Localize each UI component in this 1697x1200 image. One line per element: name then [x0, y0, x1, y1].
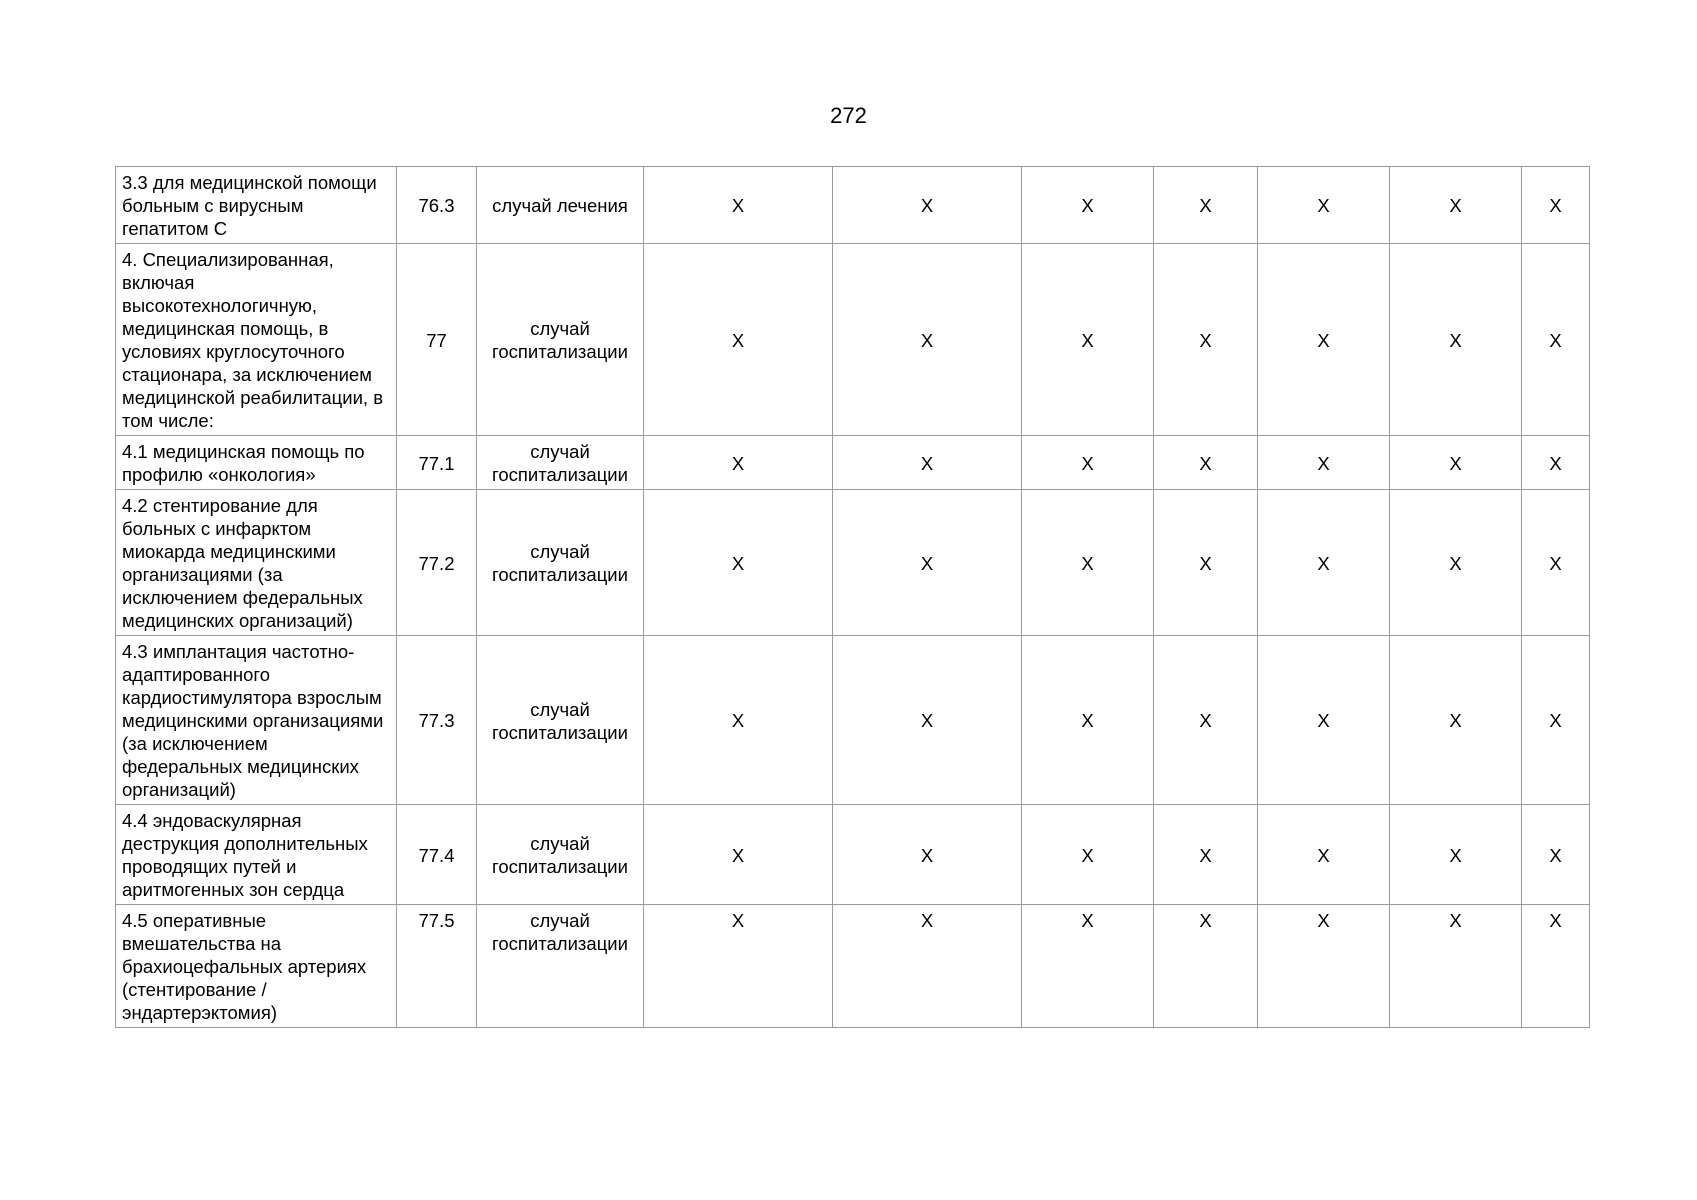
row-unit-cell: случай госпитализации — [477, 905, 644, 1028]
value-cell: X — [644, 244, 833, 436]
table-body — [116, 167, 1590, 1028]
table-row — [116, 490, 1590, 636]
value-cell: X — [1258, 244, 1390, 436]
value-cell: X — [1154, 905, 1258, 1028]
row-unit-cell: случай лечения — [477, 167, 644, 244]
row-name-cell: 4.1 медицинская помощь по профилю «онкология» — [116, 436, 397, 490]
value-cell: X — [1022, 490, 1154, 636]
value-cell: X — [1522, 490, 1590, 636]
value-cell: X — [644, 905, 833, 1028]
row-name-cell: 4.4 эндоваскулярная деструкция дополнительных проводящих путей и аритмогенных зон сердца — [116, 805, 397, 905]
value-cell: X — [644, 636, 833, 805]
row-unit-cell: случай госпитализации — [477, 636, 644, 805]
value-cell: X — [1022, 436, 1154, 490]
data-table — [115, 166, 1590, 1028]
value-cell: X — [833, 636, 1022, 805]
value-cell: X — [1022, 805, 1154, 905]
row-name-cell: 4.2 стентирование для больных с инфарктом миокарда медицинскими организациями (за исключением федеральных медицинских организаций) — [116, 490, 397, 636]
row-code-cell: 77 — [397, 244, 477, 436]
value-cell: X — [1154, 636, 1258, 805]
value-cell: X — [1022, 636, 1154, 805]
value-cell: X — [644, 490, 833, 636]
row-code-cell: 76.3 — [397, 167, 477, 244]
value-cell: X — [1390, 805, 1522, 905]
table-row — [116, 905, 1590, 1028]
row-name-cell: 4. Специализированная, включая высокотехнологичную, медицинская помощь, в условиях круглосуточного стационара, за исключением медицинской реабилитации, в том числе: — [116, 244, 397, 436]
value-cell: X — [644, 167, 833, 244]
row-code-cell: 77.3 — [397, 636, 477, 805]
value-cell: X — [1022, 905, 1154, 1028]
value-cell: X — [1258, 436, 1390, 490]
row-unit-cell: случай госпитализации — [477, 805, 644, 905]
value-cell: X — [1390, 636, 1522, 805]
value-cell: X — [833, 905, 1022, 1028]
value-cell: X — [644, 805, 833, 905]
table-row — [116, 167, 1590, 244]
table-row — [116, 636, 1590, 805]
value-cell: X — [1390, 905, 1522, 1028]
value-cell: X — [1258, 490, 1390, 636]
value-cell: X — [1154, 490, 1258, 636]
value-cell: X — [1022, 167, 1154, 244]
row-name-cell: 4.5 оперативные вмешательства на брахиоцефальных артериях (стентирование / эндартерэктомия) — [116, 905, 397, 1028]
value-cell: X — [833, 167, 1022, 244]
row-name-cell: 3.3 для медицинской помощи больным с вирусным гепатитом С — [116, 167, 397, 244]
value-cell: X — [1522, 167, 1590, 244]
page-number: 272 — [830, 103, 867, 128]
row-code-cell: 77.1 — [397, 436, 477, 490]
row-name-cell: 4.3 имплантация частотно-адаптированного кардиостимулятора взрослым медицинскими организациями (за исключением федеральных медицинских организаций) — [116, 636, 397, 805]
value-cell: X — [1522, 244, 1590, 436]
row-code-cell: 77.4 — [397, 805, 477, 905]
value-cell: X — [1390, 244, 1522, 436]
value-cell: X — [1390, 490, 1522, 636]
value-cell: X — [833, 244, 1022, 436]
value-cell: X — [1258, 167, 1390, 244]
value-cell: X — [1154, 244, 1258, 436]
row-unit-cell: случай госпитализации — [477, 436, 644, 490]
value-cell: X — [644, 436, 833, 490]
value-cell: X — [1390, 167, 1522, 244]
row-unit-cell: случай госпитализации — [477, 244, 644, 436]
value-cell: X — [1154, 805, 1258, 905]
table-row — [116, 436, 1590, 490]
value-cell: X — [1258, 805, 1390, 905]
value-cell: X — [1390, 436, 1522, 490]
value-cell: X — [833, 490, 1022, 636]
value-cell: X — [833, 805, 1022, 905]
table-row — [116, 805, 1590, 905]
value-cell: X — [1154, 167, 1258, 244]
value-cell: X — [1522, 436, 1590, 490]
value-cell: X — [1522, 905, 1590, 1028]
row-code-cell: 77.2 — [397, 490, 477, 636]
value-cell: X — [1154, 436, 1258, 490]
value-cell: X — [833, 436, 1022, 490]
value-cell: X — [1022, 244, 1154, 436]
value-cell: X — [1258, 905, 1390, 1028]
table-row — [116, 244, 1590, 436]
value-cell: X — [1258, 636, 1390, 805]
value-cell: X — [1522, 636, 1590, 805]
row-code-cell: 77.5 — [397, 905, 477, 1028]
row-unit-cell: случай госпитализации — [477, 490, 644, 636]
value-cell: X — [1522, 805, 1590, 905]
